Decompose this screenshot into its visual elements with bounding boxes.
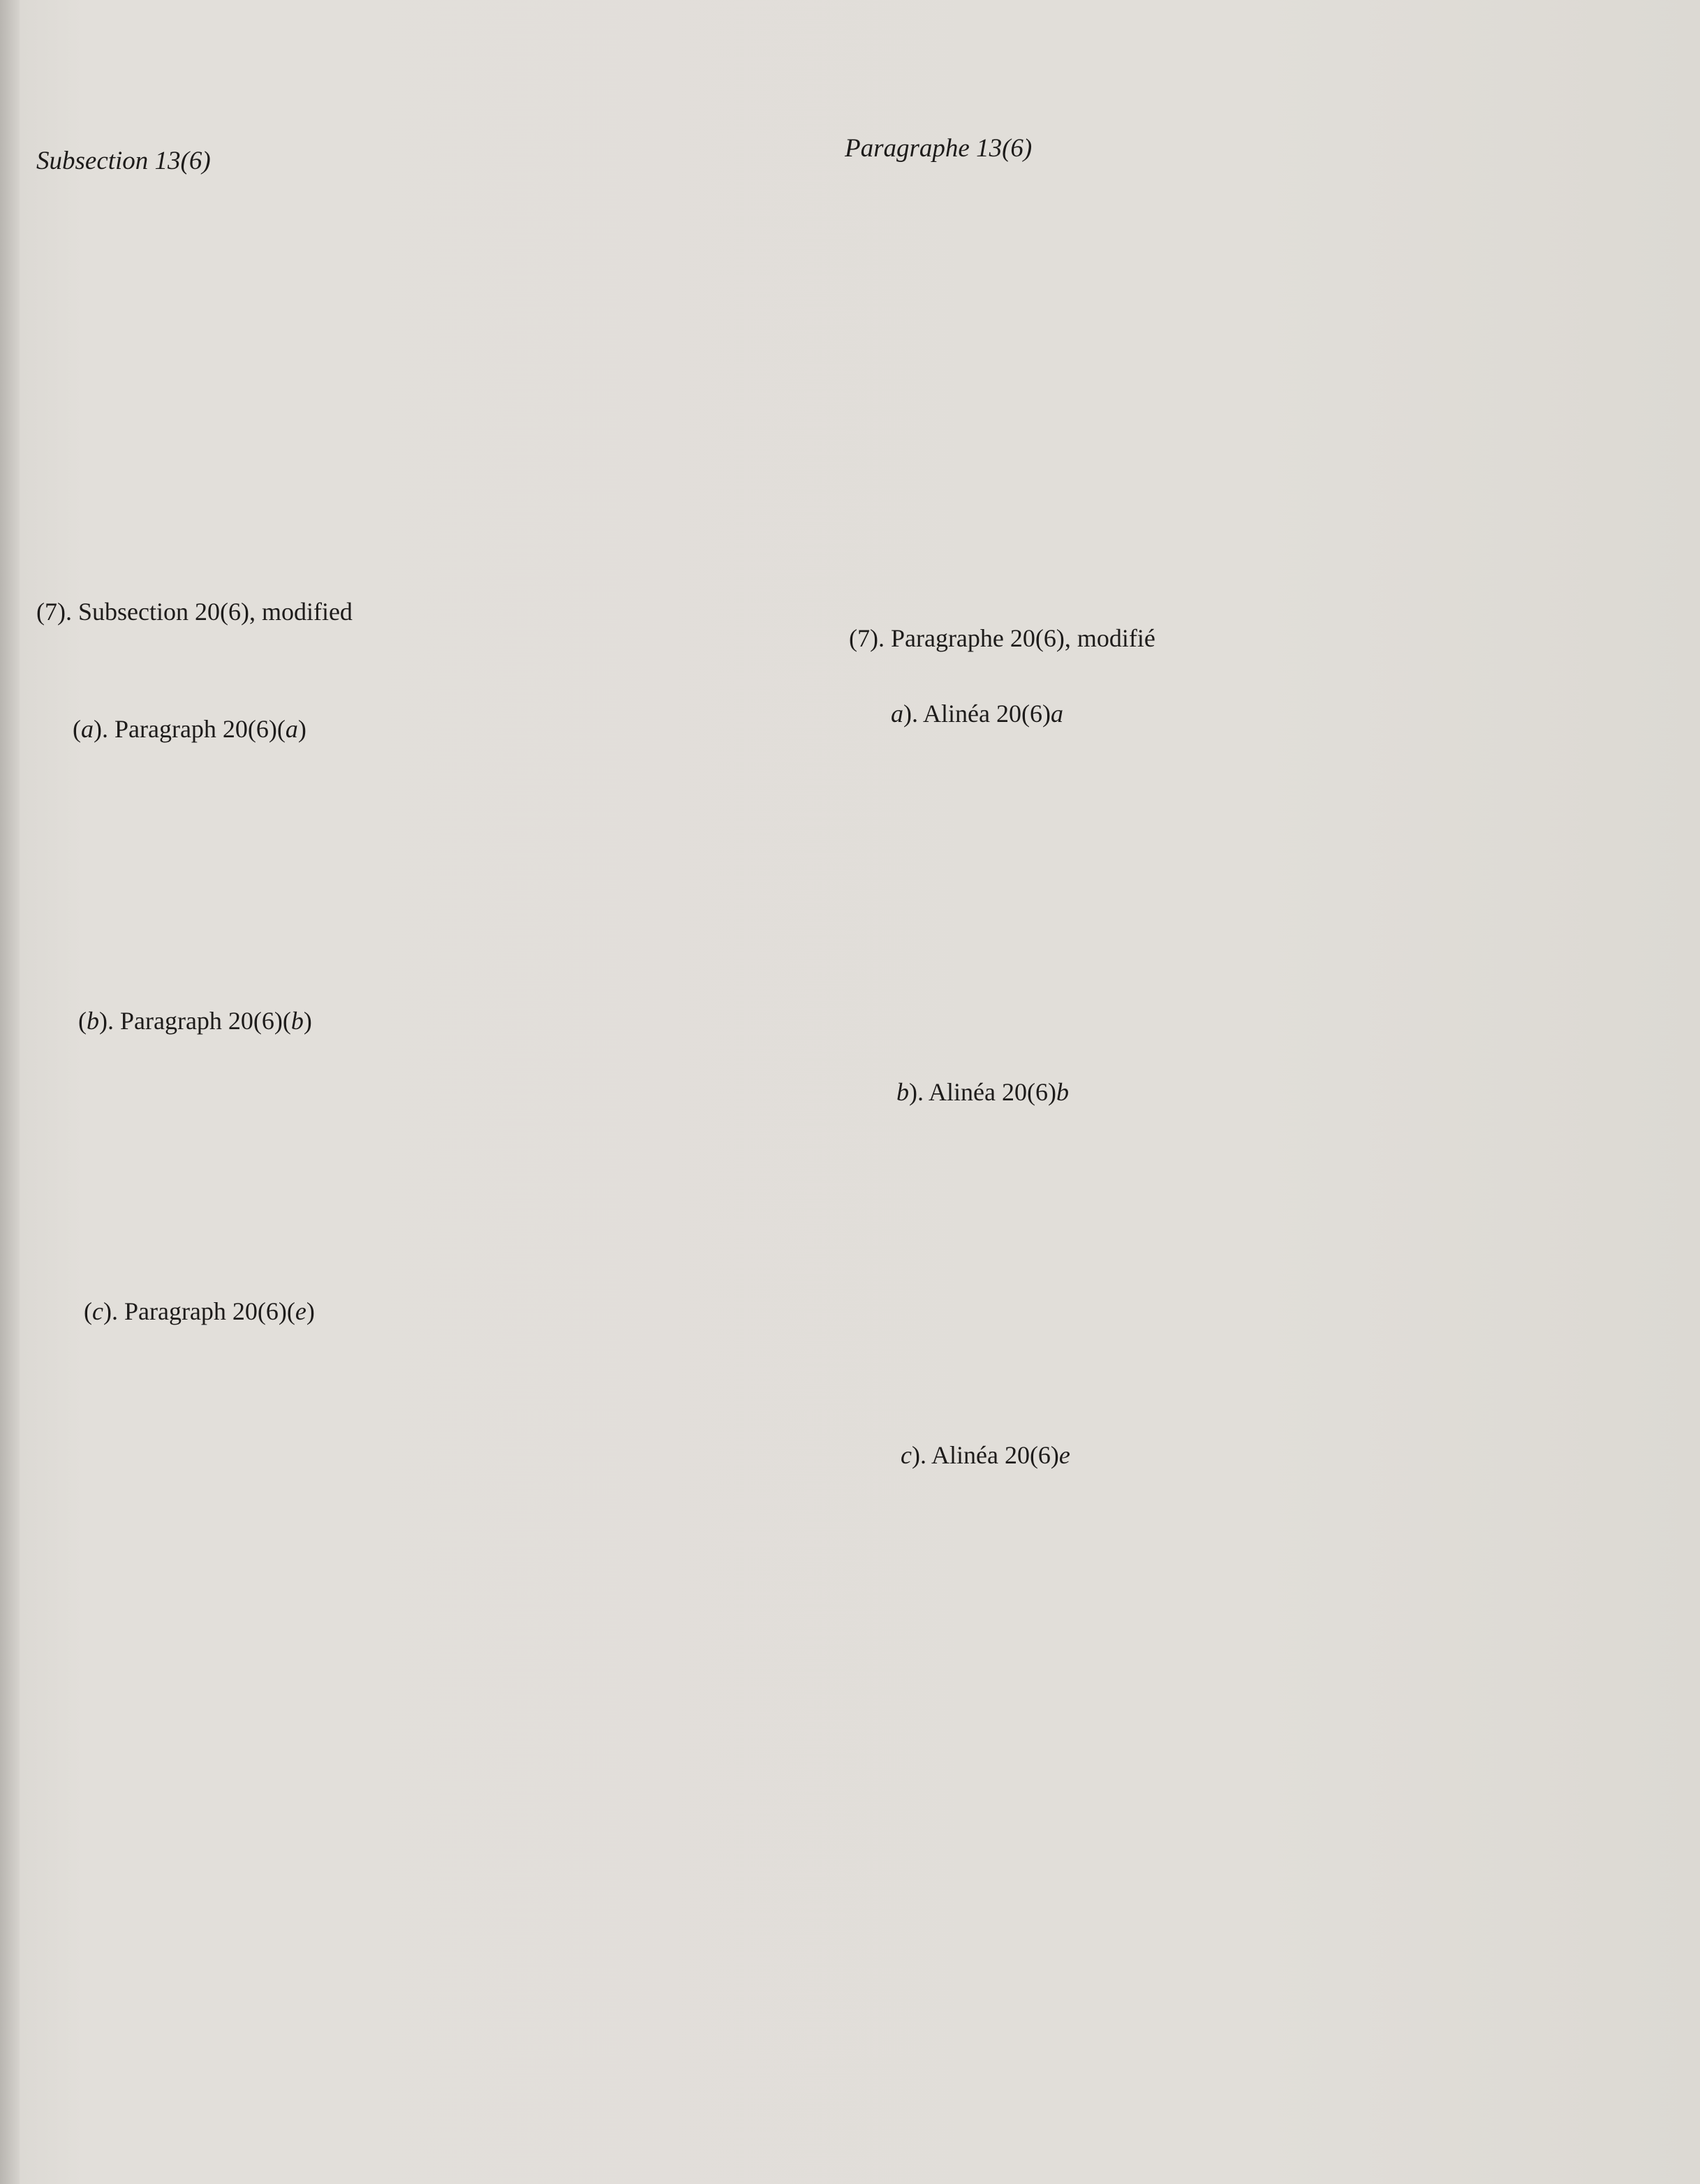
left-item-a-close: ) bbox=[297, 715, 306, 743]
right-item-7: (7). Paragraphe 20(6), modifié bbox=[849, 624, 1155, 652]
right-item-a bbox=[891, 701, 1063, 726]
binding-shadow bbox=[0, 0, 20, 2184]
left-item-a-letter: a bbox=[81, 715, 94, 743]
right-item-c-letter: c bbox=[901, 1441, 912, 1469]
left-item-7: (7). Subsection 20(6), modified bbox=[36, 598, 353, 626]
left-heading: Subsection 13(6) bbox=[36, 147, 211, 175]
left-item-b-open: ( bbox=[78, 1007, 87, 1035]
left-item-c-close: ) bbox=[306, 1297, 315, 1325]
left-item-c-text: ). Paragraph 20(6)( bbox=[103, 1297, 295, 1325]
left-item-a-letter-2: a bbox=[285, 715, 298, 743]
right-item-c-letter-2: e bbox=[1058, 1441, 1070, 1469]
left-item-a-text: ). Paragraph 20(6)( bbox=[94, 715, 286, 743]
left-item-b-text: ). Paragraph 20(6)( bbox=[99, 1007, 291, 1035]
left-item-c-letter-2: e bbox=[295, 1297, 306, 1325]
left-item-b bbox=[78, 1008, 312, 1033]
left-item-a-open: ( bbox=[73, 715, 81, 743]
right-item-b-text: ). Alinéa 20(6) bbox=[909, 1078, 1056, 1106]
right-item-b bbox=[896, 1079, 1069, 1105]
right-item-c bbox=[901, 1443, 1070, 1468]
left-item-a bbox=[73, 716, 306, 741]
right-item-a-letter-2: a bbox=[1050, 700, 1063, 728]
right-item-c-text: ). Alinéa 20(6) bbox=[911, 1441, 1059, 1469]
left-item-b-close: ) bbox=[303, 1007, 312, 1035]
right-heading: Paragraphe 13(6) bbox=[845, 134, 1033, 163]
left-item-c bbox=[84, 1299, 315, 1324]
left-item-b-letter-2: b bbox=[290, 1007, 304, 1035]
left-item-c-letter: c bbox=[92, 1297, 103, 1325]
right-item-b-letter: b bbox=[896, 1078, 909, 1106]
right-item-a-text: ). Alinéa 20(6) bbox=[903, 700, 1051, 728]
right-item-a-letter: a bbox=[891, 700, 903, 728]
left-item-b-letter: b bbox=[87, 1007, 99, 1035]
left-item-c-open: ( bbox=[84, 1297, 92, 1325]
right-item-b-letter-2: b bbox=[1056, 1078, 1069, 1106]
